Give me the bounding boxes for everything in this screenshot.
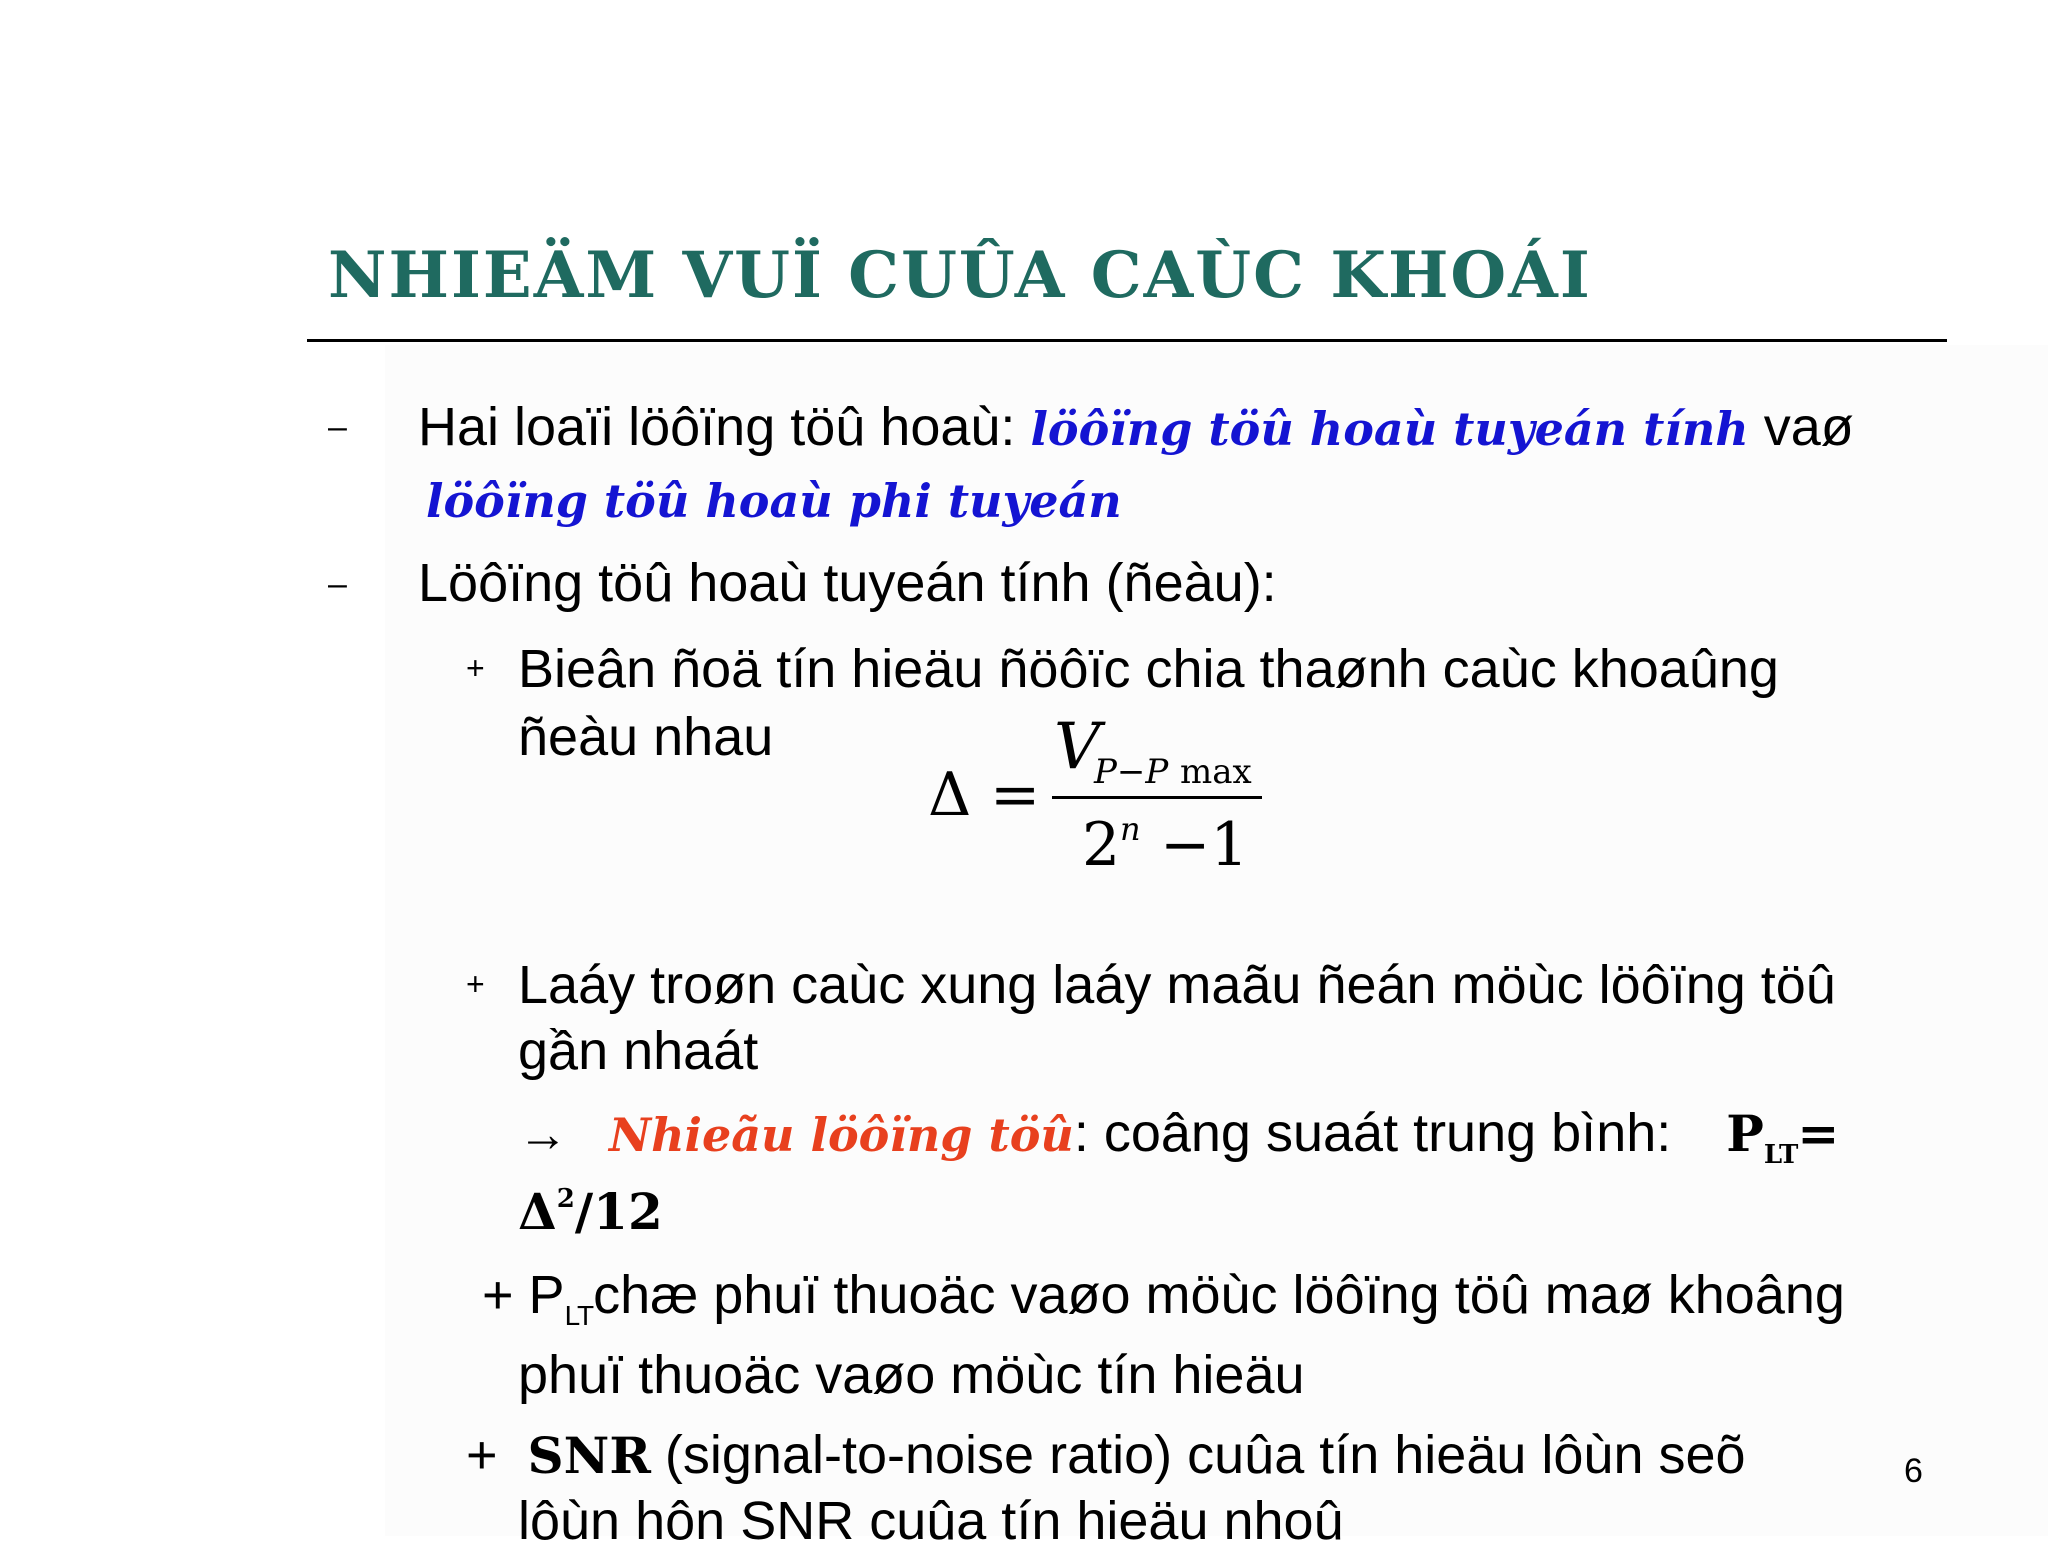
bullet-2-text: Löôïng töû hoaù tuyeán tính (ñeàu): [418,553,1277,613]
sub-5-text: (signal-to-noise ratio) cuûa tín hieäu lôùn seõ [664,1425,1746,1485]
sub-bullet-plus-1: + [466,650,485,686]
sub-2-line-1: Laáy troøn caùc xung laáy maãu ñeán möùc löôïng töû [518,955,1836,1015]
sub-3-line-2 [518,1182,663,1241]
sub-1-line-1: Bieân ñoä tín hieäu ñöôïc chia thaønh caùc khoaûng [518,639,1779,699]
right-arrow-icon: → [518,1106,568,1162]
formula-numerator-sub: P−P [1094,752,1169,792]
snr-bold: SNR [527,1426,651,1485]
p-lt-label [1726,1104,1840,1170]
sub-4-subscript: LT [564,1300,594,1331]
quantization-step-formula [928,710,1268,890]
p-lt-letter: P [1726,1104,1764,1163]
bullet-1-text-b: vaø [1763,397,1854,457]
bullet-1-line-1 [418,397,1854,457]
sub-bullet-plus-2: + [466,966,485,1002]
sub-3-text: : coâng suaát trung bình: [1073,1103,1672,1163]
bullet-1-script-b: löôïng töû hoaù phi tuyeán [426,474,1122,528]
over-twelve: /12 [574,1182,663,1241]
p-lt-subscript: LT [1763,1140,1798,1170]
sub-5-line-2: lôùn hôn SNR cuûa tín hieäu nhoû [518,1491,1344,1551]
formula-numerator-v: V [1054,710,1101,784]
noise-term-script: Nhieãu löôïng töû [609,1108,1074,1162]
formula-fraction-bar [1052,796,1262,799]
bullet-1-script-a: löôïng töû hoaù tuyeán tính [1030,402,1749,456]
slide-title: NHIEÄM VUÏ CUÛA CAÙC KHOÁI [328,238,1592,313]
sub-5-line-1 [466,1425,1746,1485]
bullet-1-text-a: Hai loaïi löôïng töû hoaù: [418,397,1016,457]
sub-4-prefix: + P [482,1265,565,1325]
bullet-dash-2: – [328,565,347,603]
formula-delta: Δ [928,760,972,830]
formula-numerator-max: max [1180,752,1252,792]
sub-2-line-2: gần nhaát [518,1021,759,1081]
sub-4-line-2: phuï thuoäc vaøo möùc tín hieäu [518,1345,1305,1405]
sub-3-line-1 [518,1103,1840,1170]
delta-superscript: 2 [556,1184,575,1214]
title-divider [307,339,1947,342]
bullet-dash-1: – [328,408,347,446]
formula-denominator-base: 2 [1082,810,1121,880]
p-lt-equals: = [1797,1104,1840,1163]
formula-equals: = [990,760,1041,830]
formula-denominator-rest: −1 [1160,810,1249,880]
delta-symbol: Δ [518,1182,557,1241]
sub-4-text: chæ phuï thuoäc vaøo möùc löôïng töû maø khoâng [593,1265,1845,1325]
formula-denominator-exp: n [1120,810,1141,848]
sub-5-prefix: + [466,1425,498,1485]
page-number: 6 [1904,1452,1923,1490]
sub-4-line-1 [482,1265,1845,1331]
sub-1-line-2: ñeàu nhau [518,707,774,767]
